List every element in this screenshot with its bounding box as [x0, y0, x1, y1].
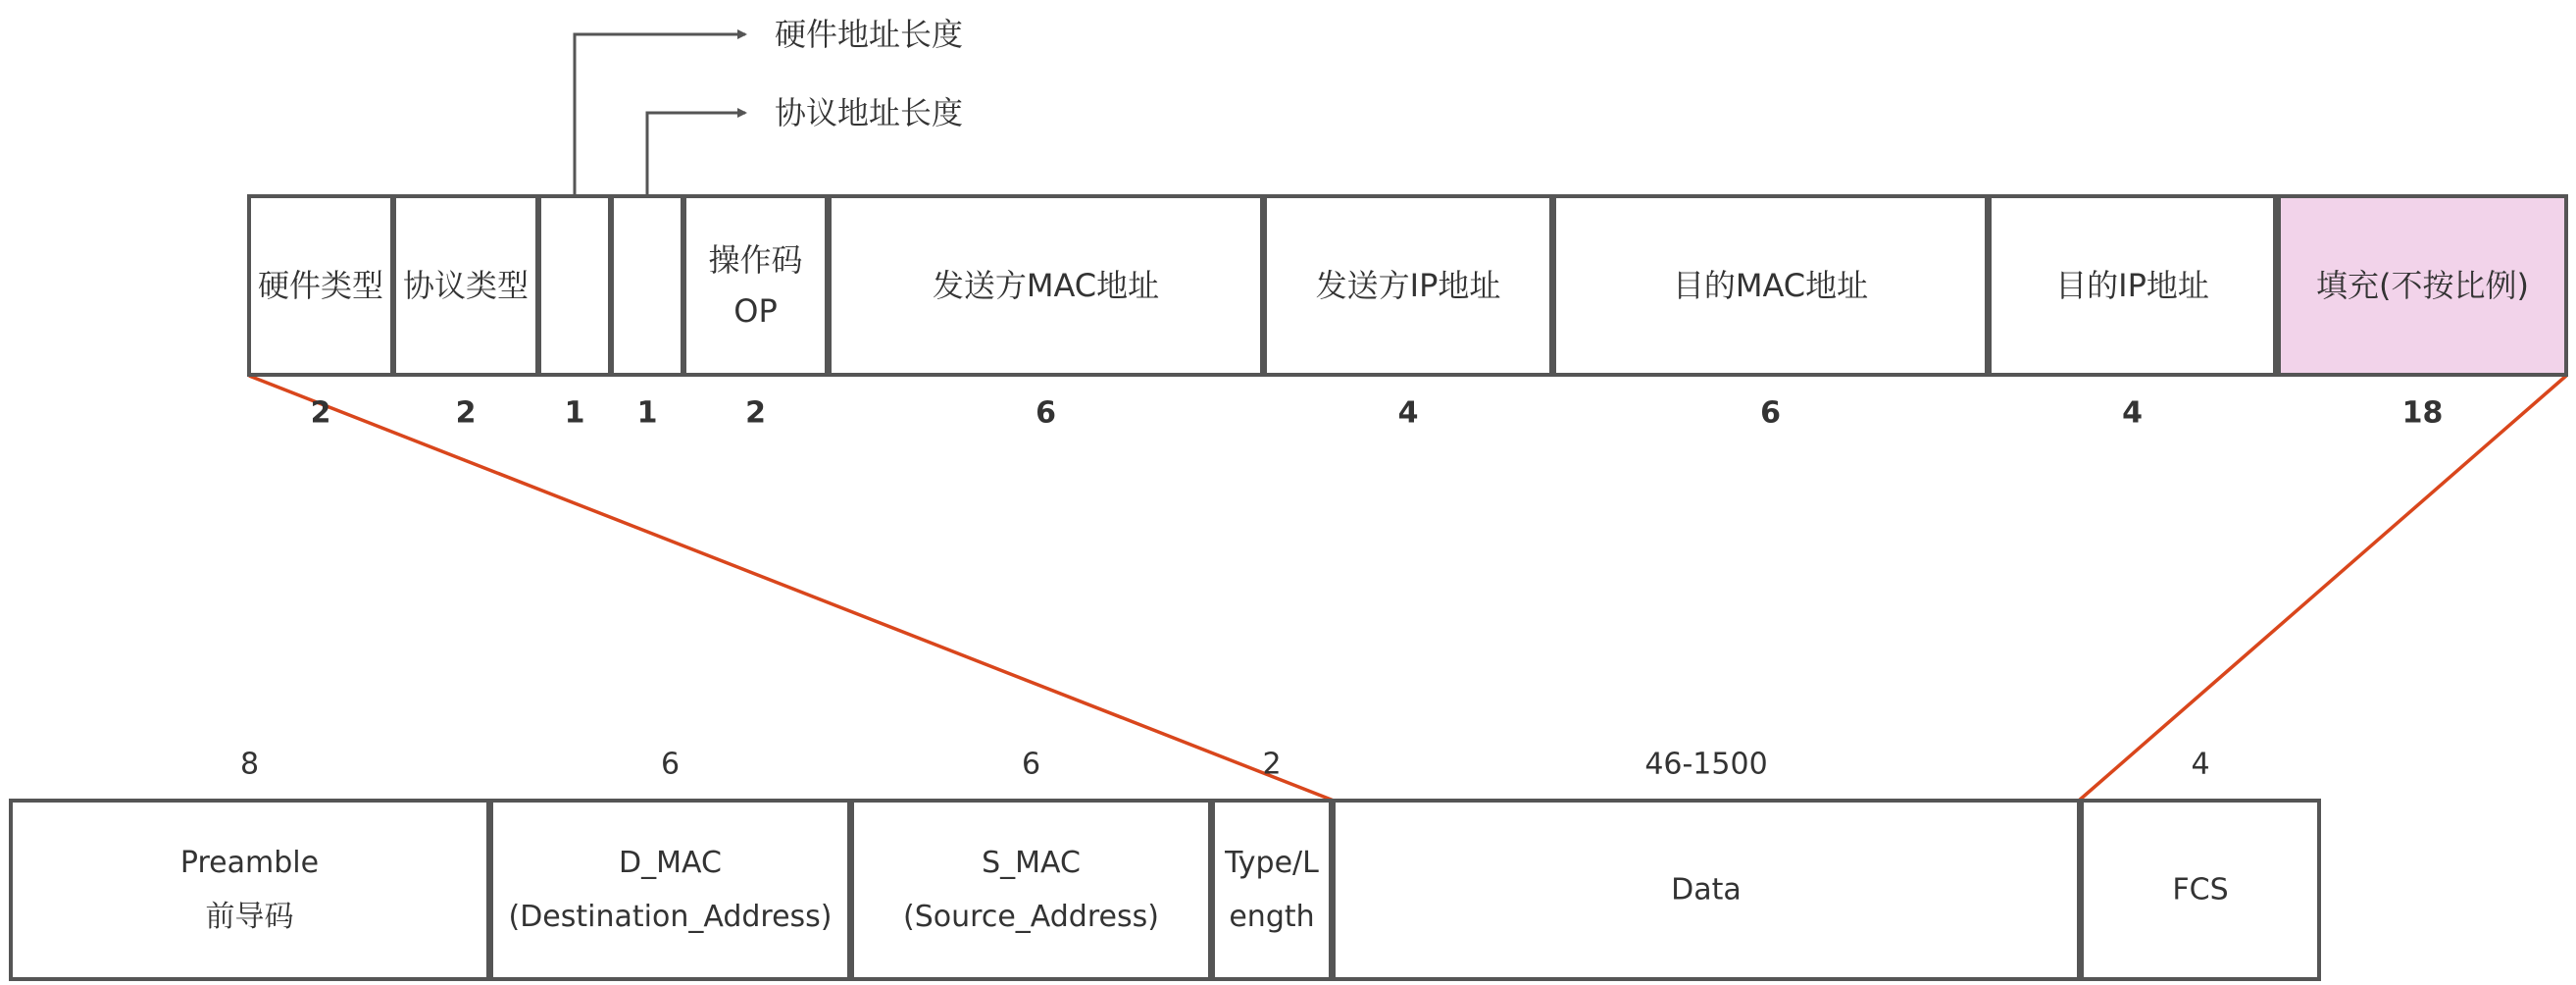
ethernet-field-box [1213, 801, 1331, 979]
ethernet-field-label: Data [1671, 872, 1742, 907]
arp-field-protocol-type [394, 196, 537, 431]
arp-field-padding [2279, 196, 2566, 431]
arp-field-hardware-address-length [539, 196, 610, 431]
arp-field-box [684, 196, 827, 375]
ethernet-field-box [852, 801, 1210, 979]
arp-field-sender-mac [830, 196, 1262, 431]
arp-callouts [575, 16, 963, 196]
arp-field-label: 协议类型 [402, 267, 530, 304]
ethernet-field-label: (Destination_Address) [508, 900, 833, 934]
arp-field-label: OP [733, 292, 778, 330]
ethernet-field-destination-mac [491, 748, 849, 980]
arp-field-label: 硬件类型 [257, 267, 384, 304]
ethernet-field-label: D_MAC [619, 846, 722, 880]
callout-label: 硬件地址长度 [775, 16, 964, 53]
ethernet-field-box [491, 801, 849, 979]
arp-field-size: 1 [564, 395, 585, 431]
ethernet-field-label: S_MAC [982, 846, 1081, 880]
ethernet-field-size: 2 [1262, 747, 1282, 782]
arp-field-size: 6 [1035, 395, 1056, 431]
arp-field-size: 2 [310, 395, 331, 431]
arp-field-size: 4 [2122, 395, 2143, 431]
arp-field-label: 发送方MAC地址 [932, 267, 1160, 304]
arp-field-box [612, 196, 682, 375]
arp-field-target-mac [1554, 196, 1987, 431]
arp-field-protocol-address-length [612, 196, 682, 431]
ethernet-field-size: 6 [1021, 747, 1041, 782]
arp-field-label: 发送方IP地址 [1315, 267, 1501, 304]
ethernet-field-label: ength [1229, 900, 1315, 934]
connector-lines [249, 376, 2566, 801]
arp-packet [249, 196, 2566, 431]
ethernet-field-size: 6 [660, 747, 681, 782]
arp-field-target-ip [1990, 196, 2275, 431]
arp-field-label: 目的MAC地址 [1672, 267, 1869, 304]
ethernet-field-data [1334, 748, 2079, 980]
arp-field-sender-ip [1265, 196, 1551, 431]
arp-field-opcode [684, 196, 827, 431]
connector-line-right [2079, 376, 2566, 801]
arp-field-size: 2 [745, 395, 766, 431]
callout-arrow [647, 113, 745, 196]
ethernet-field-label: 前导码 [205, 900, 294, 934]
callout-arrow [575, 34, 745, 196]
ethernet-field-label: (Source_Address) [903, 900, 1159, 934]
arp-field-size: 1 [636, 395, 658, 431]
arp-field-size: 2 [455, 395, 477, 431]
ethernet-field-preamble [11, 748, 488, 980]
ethernet-field-size: 4 [2191, 747, 2210, 782]
ethernet-field-label: FCS [2172, 872, 2229, 907]
callout-label: 协议地址长度 [775, 94, 964, 131]
ethernet-field-label: Preamble [179, 846, 320, 880]
arp-field-label: 目的IP地址 [2055, 267, 2209, 304]
arp-field-label: 填充(不按比例) [2316, 267, 2529, 304]
ethernet-field-fcs [2082, 748, 2319, 980]
ethernet-field-box [11, 801, 488, 979]
ethernet-field-size: 8 [239, 747, 260, 782]
arp-field-label: 操作码 [708, 241, 803, 279]
ethernet-field-size: 46-1500 [1644, 747, 1768, 782]
ethernet-field-source-mac [852, 748, 1210, 980]
ethernet-field-type-length [1213, 748, 1331, 980]
arp-field-hardware-type [249, 196, 392, 431]
arp-field-box [539, 196, 610, 375]
arp-field-size: 6 [1760, 395, 1781, 431]
callout-protocol-address-length [647, 94, 963, 196]
arp-field-size: 4 [1397, 395, 1419, 431]
connector-line-left [249, 376, 1334, 801]
arp-field-size: 18 [2401, 395, 2444, 431]
ethernet-frame [11, 748, 2319, 980]
ethernet-field-label: Type/L [1225, 846, 1319, 880]
